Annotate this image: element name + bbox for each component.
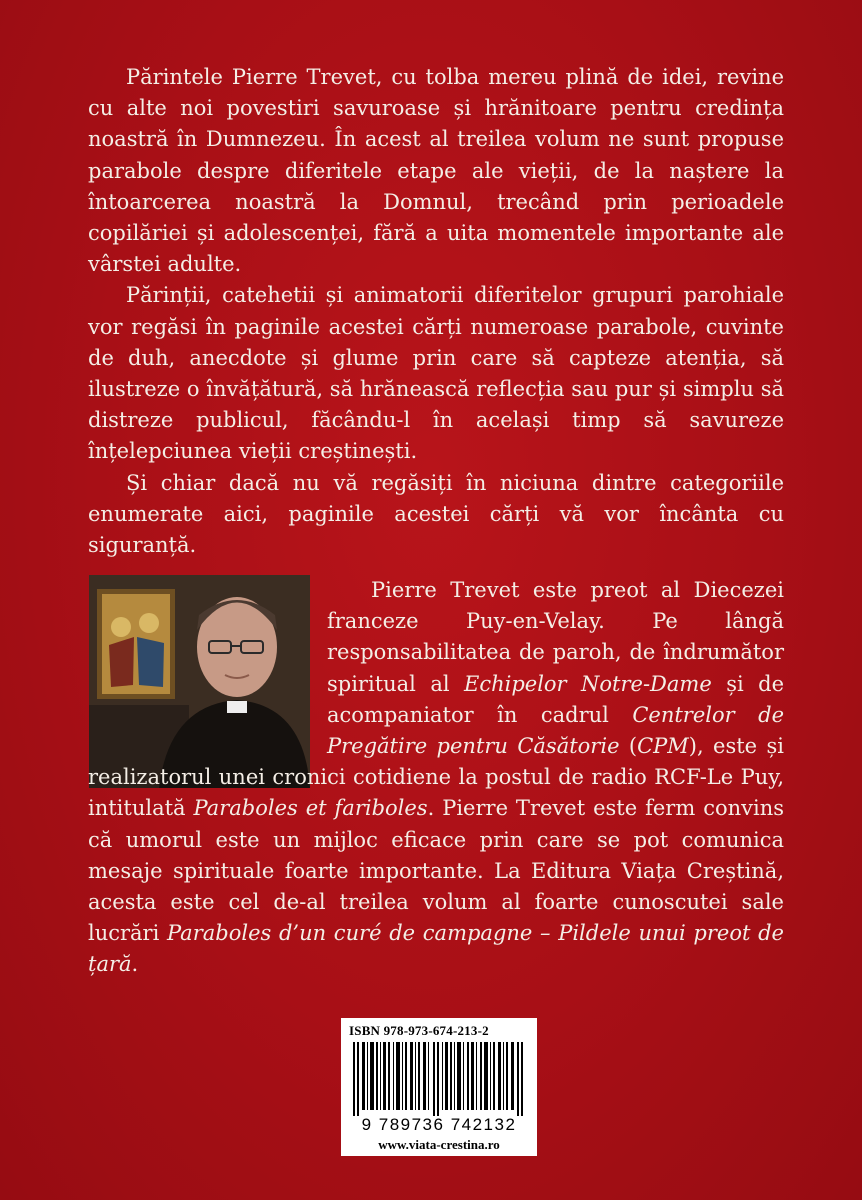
isbn-label: ISBN 978-973-674-213-2 xyxy=(349,1023,489,1038)
bio-italic-centers: Centrelor de Pregătire pentru Căsătorie xyxy=(327,702,785,759)
bio-italic-cpm: CPM xyxy=(637,734,689,759)
author-bio xyxy=(88,575,784,981)
blurb-paragraph-3: Și chiar dacă nu vă regăsiți în niciuna dintre categoriile enumerate aici, paginile acestei cărți vă vor încânta cu siguranță. xyxy=(88,470,784,558)
bio-text: . xyxy=(131,952,139,977)
photo-spacer xyxy=(88,575,327,759)
bio-italic-equipes: Echipelor Notre-Dame xyxy=(464,671,712,696)
barcode-bars xyxy=(353,1042,525,1116)
blurb-paragraph-1: Părintele Pierre Trevet, cu tolba mereu plină de idei, revine cu alte noi povestiri savuroase și hrănitoare pentru credința noastră în Dumnezeu. În acest al treilea volum ne sunt propuse parabole despre diferitele etape ale vieții, de la naștere la întoarcerea noastră la Domnul, trecând prin perioadele copilăriei și adolescenței, fără a uita momentele importante ale vârstei adulte. xyxy=(88,65,784,277)
bio-italic-book-title: Paraboles d’un curé de campagne – Pildele unui preot de țară xyxy=(88,921,784,977)
bio-text: . Pierre Trevet este ferm convins că umorul este un mijloc eficace prin care se pot comunica mesaje spirituale foarte importante. La Editura Viața Creștină, acesta este cel de-al treilea volum al foarte cunoscutei sale lucrări xyxy=(88,796,784,946)
bio-text: Pierre Trevet este preot al Diecezei franceze Puy-en-Velay. Pe lângă responsabilitatea de paroh, de îndrumător spiritual al xyxy=(327,578,784,696)
bio-text: și de acompaniator în cadrul xyxy=(327,671,784,727)
barcode-digits: 9 789736 742132 xyxy=(361,1115,517,1134)
blurb-paragraph-2: Părinții, catehetii și animatorii diferitelor grupuri parohiale vor regăsi în paginile acestei cărți numeroase parabole, cuvinte de duh, anecdote și glume prin care să capteze atenția, să ilustreze o învățătură, să hrănească reflecția sau pur și simplu să distreze publicul, făcându-l în același timp să savureze înțelepciunea vieții creștinești. xyxy=(88,283,784,464)
bio-text: ( xyxy=(619,734,638,759)
bio-text: ), este și realizatorul unei cronici cotidiene la postul de radio RCF-Le Puy, intitulată xyxy=(88,734,784,821)
back-cover-blurb xyxy=(88,62,784,561)
bio-italic-radio-show: Paraboles et fariboles xyxy=(193,796,428,821)
isbn-barcode xyxy=(341,1018,537,1156)
publisher-website: www.viata-crestina.ro xyxy=(378,1137,500,1152)
